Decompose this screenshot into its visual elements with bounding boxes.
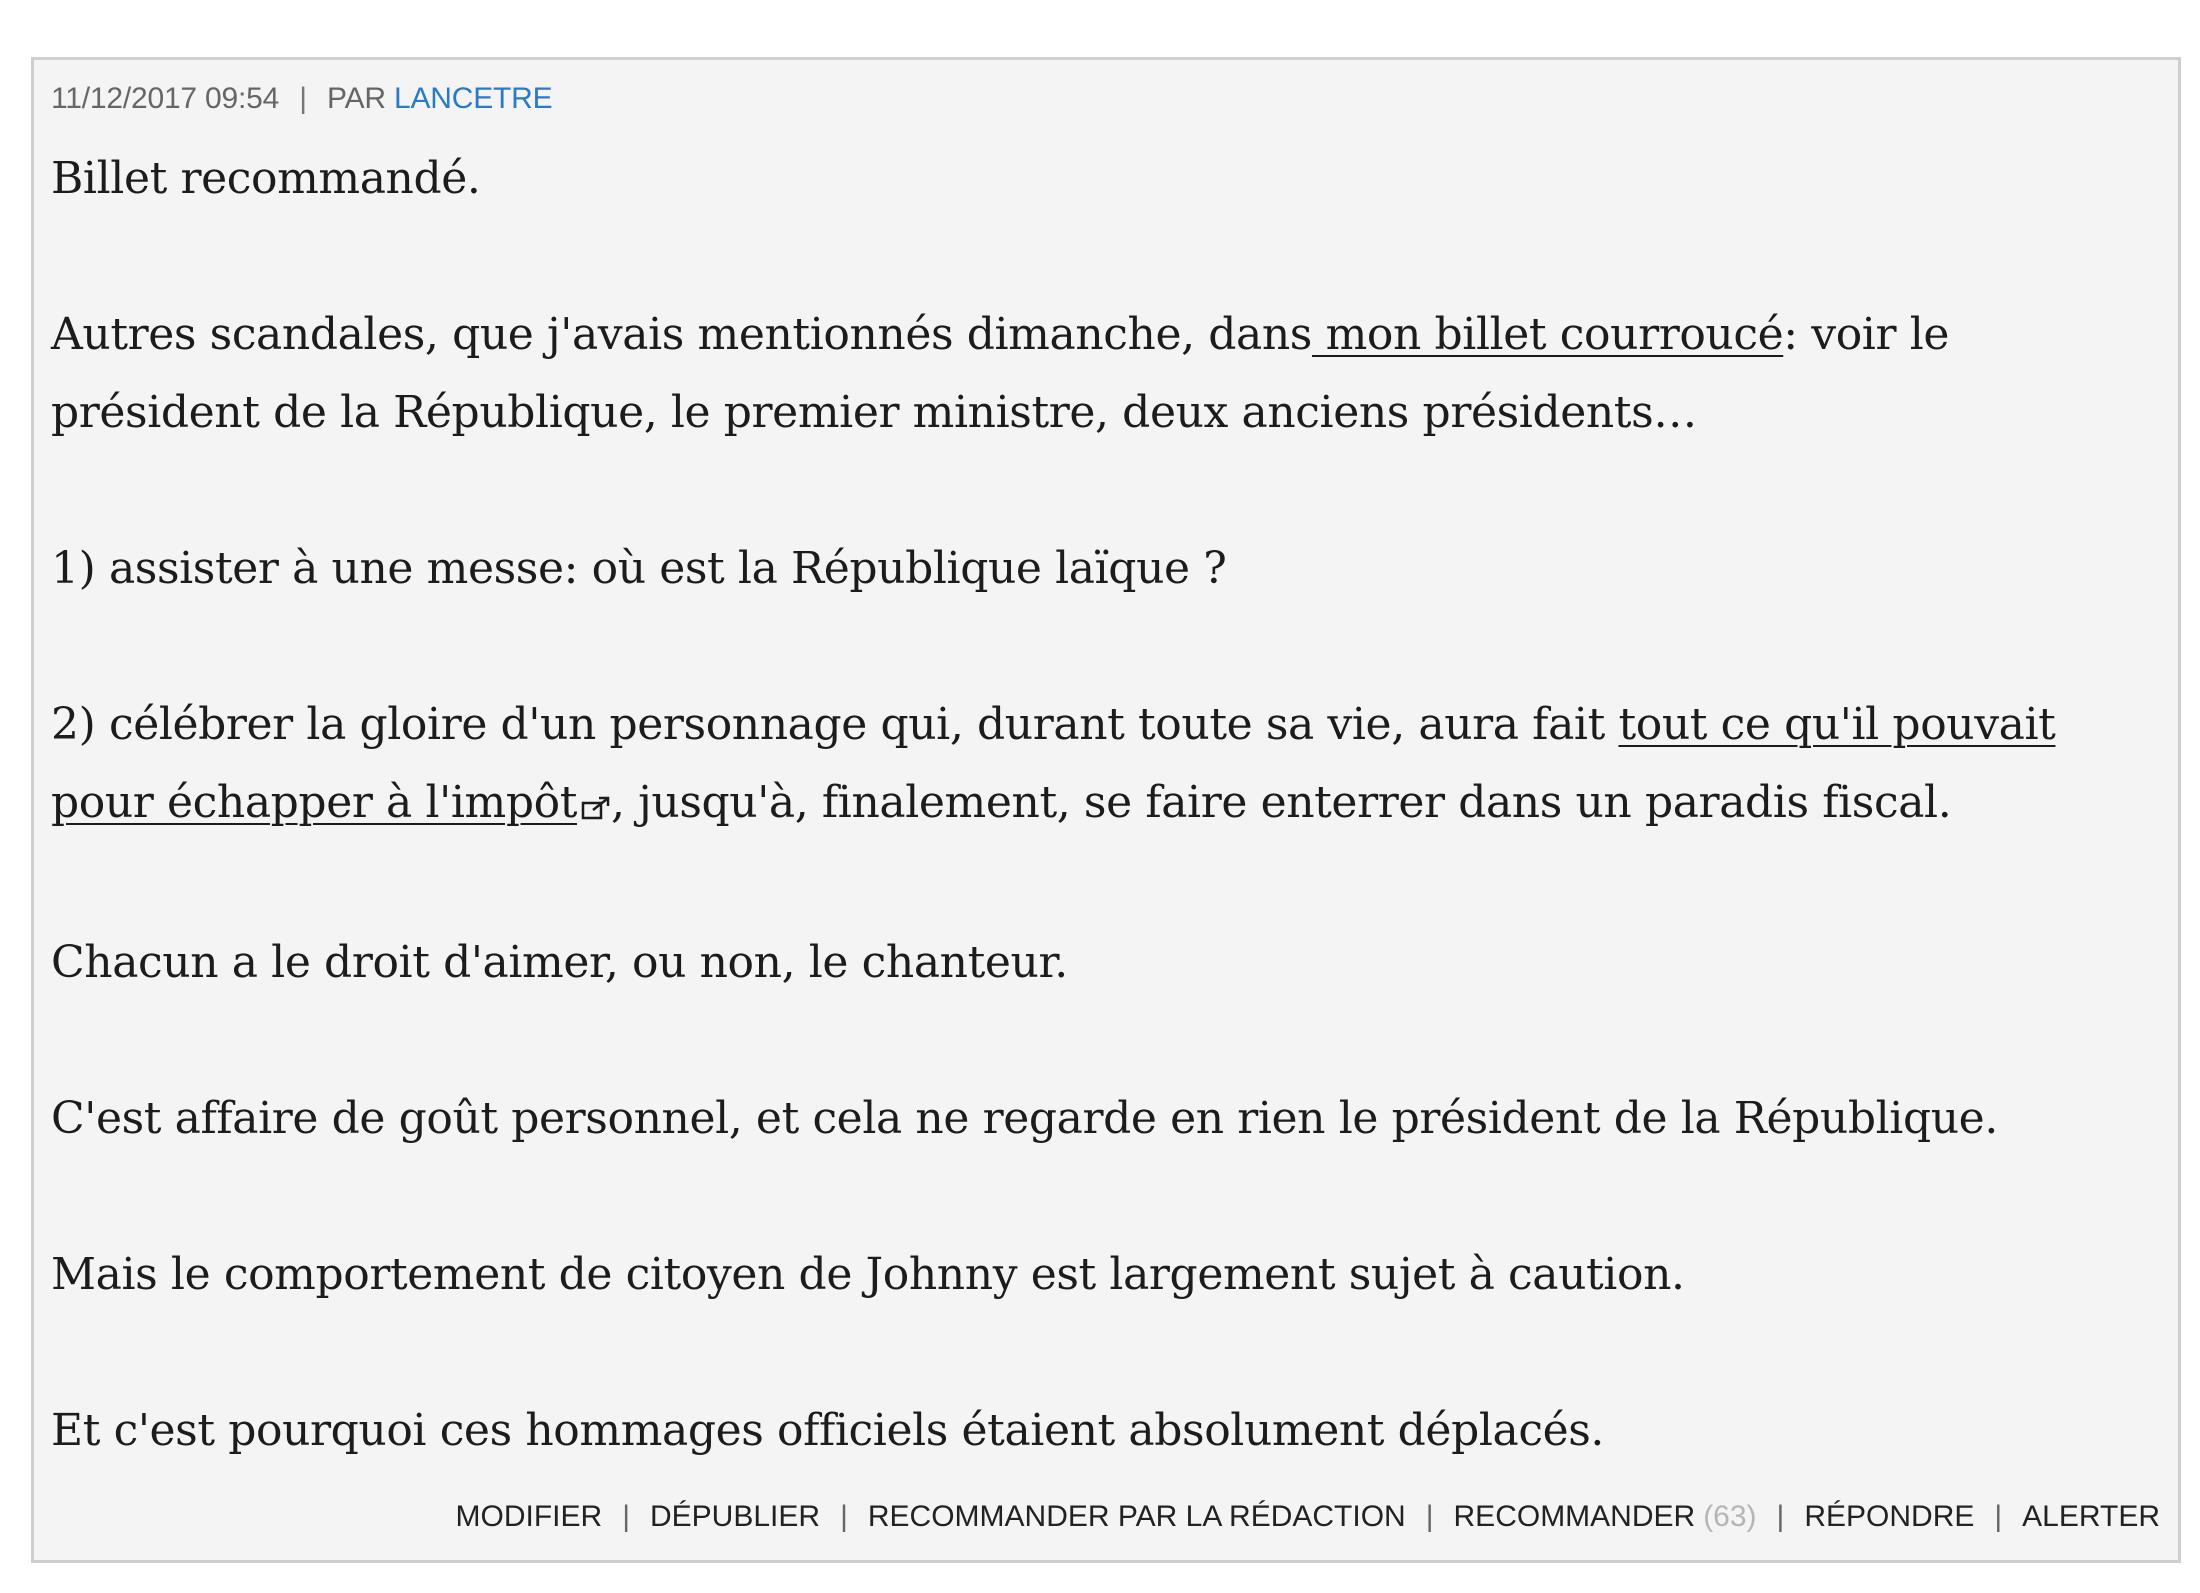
echapper-impot-link-text: tout ce qu'il pouvait pour échapper à l'impôt xyxy=(51,699,2056,828)
repondre-button[interactable]: RÉPONDRE xyxy=(1804,1500,1975,1533)
action-separator: | xyxy=(1994,1500,2003,1533)
paragraph-6: C'est affaire de goût personnel, et cela ne regarde en rien le président de la République. xyxy=(51,1093,1998,1144)
paragraph-1: Billet recommandé. xyxy=(51,153,481,204)
paragraph-2-text-before: Autres scandales, que j'avais mentionnés dimanche, dans xyxy=(51,309,1312,360)
by-label: PAR xyxy=(327,82,386,115)
recommander-redaction-button[interactable]: RECOMMANDER PAR LA RÉDACTION xyxy=(867,1500,1406,1533)
meta-separator: | xyxy=(299,82,307,115)
comment-body xyxy=(51,140,2161,1470)
action-separator: | xyxy=(1776,1500,1785,1533)
comment-actions xyxy=(456,1500,2160,1534)
recommander-button[interactable]: RECOMMANDER xyxy=(1453,1500,1696,1533)
recommend-count: (63) xyxy=(1703,1500,1757,1533)
paragraph-7: Mais le comportement de citoyen de Johnny est largement sujet à caution. xyxy=(51,1249,1685,1300)
mon-billet-courrouce-link[interactable]: mon billet courroucé xyxy=(1311,309,1784,360)
paragraph-2-text-after: : voir le président de la République, le premier ministre, deux anciens présidents… xyxy=(51,309,1950,438)
action-separator: | xyxy=(622,1500,630,1533)
modifier-button[interactable]: MODIFIER xyxy=(455,1500,603,1533)
paragraph-2 xyxy=(51,296,2161,452)
depublier-button[interactable]: DÉPUBLIER xyxy=(650,1500,821,1533)
paragraph-8: Et c'est pourquoi ces hommages officiels étaient absolument déplacés. xyxy=(51,1405,1604,1456)
external-link-icon xyxy=(581,768,611,846)
author-link[interactable]: LANCETRE xyxy=(394,82,553,115)
action-separator: | xyxy=(1425,1500,1434,1533)
paragraph-4 xyxy=(51,686,2161,846)
paragraph-3: 1) assister à une messe: où est la République laïque ? xyxy=(51,543,1227,594)
comment-meta xyxy=(51,82,552,116)
comment-card xyxy=(31,57,2181,1563)
paragraph-5: Chacun a le droit d'aimer, ou non, le chanteur. xyxy=(51,937,1068,988)
action-separator: | xyxy=(840,1500,848,1533)
paragraph-4-text-before: 2) célébrer la gloire d'un personnage qui, durant toute sa vie, aura fait xyxy=(51,699,1619,750)
alerter-button[interactable]: ALERTER xyxy=(2022,1500,2160,1533)
paragraph-4-text-after: , jusqu'à, finalement, se faire enterrer dans un paradis fiscal. xyxy=(610,777,1952,828)
comment-timestamp: 11/12/2017 09:54 xyxy=(51,82,280,115)
